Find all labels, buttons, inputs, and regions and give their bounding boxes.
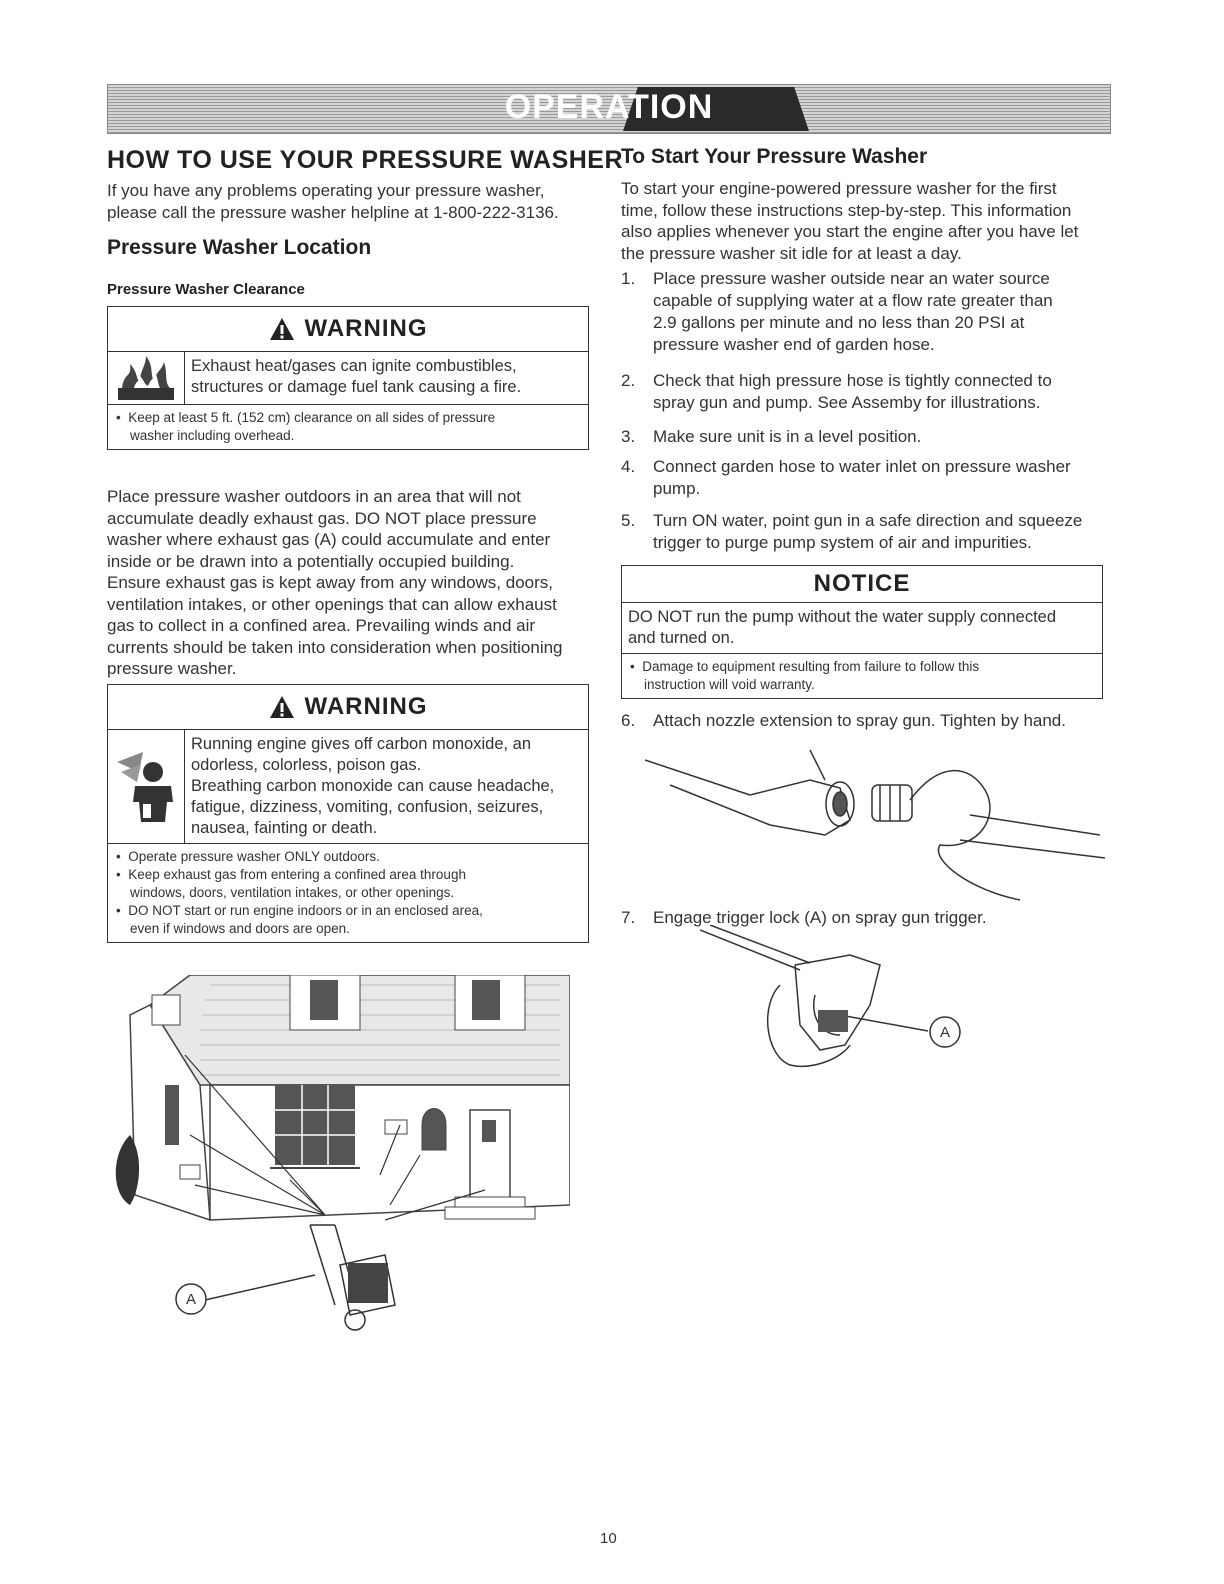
- warning-header: [108, 685, 588, 730]
- warning-bullets: [108, 844, 588, 942]
- callout-a-circle: [174, 1282, 208, 1316]
- trigger-callout-a-circle: [928, 1015, 962, 1049]
- step-number: 6.: [621, 711, 636, 730]
- warning-message-line: structures or damage fuel tank causing a fire.: [191, 378, 522, 396]
- warning-header: [108, 307, 588, 352]
- warning-box-carbon-monoxide: [107, 684, 589, 943]
- warning-message-line: Breathing carbon monoxide can cause headache,: [191, 777, 555, 795]
- warning-title: WARNING: [304, 315, 428, 342]
- paragraph-line: ventilation intakes, or other openings that can allow exhaust: [107, 594, 557, 614]
- step-number: 2.: [621, 371, 636, 390]
- bullet-line: washer including overhead.: [130, 428, 295, 443]
- bullet-line: windows, doors, ventilation intakes, or other openings.: [130, 885, 455, 900]
- fire-hazard-icon: [108, 352, 185, 404]
- paragraph-line: inside or be drawn into a potentially occupied building.: [107, 551, 515, 571]
- banner-title: OPERATION: [504, 88, 714, 126]
- trigger-lock-illustration: [700, 925, 980, 1075]
- intro-text: [107, 180, 559, 223]
- callout-a-label: A: [185, 1291, 197, 1308]
- location-heading: Pressure Washer Location: [107, 236, 372, 259]
- bullet-line: • DO NOT start or run engine indoors or in an enclosed area,: [116, 903, 483, 918]
- notice-message-line: DO NOT run the pump without the water supply connected: [628, 608, 1057, 626]
- nozzle-attachment-illustration: [640, 740, 1110, 905]
- step-number: 4.: [621, 457, 636, 476]
- warning-bullets: [108, 405, 588, 449]
- step-number: 3.: [621, 427, 636, 446]
- section-banner: [107, 84, 1111, 134]
- bullet-line: • Keep exhaust gas from entering a confined area through: [116, 867, 466, 882]
- intro-line: also applies whenever you start the engine after you have let: [621, 222, 1079, 241]
- step-item: Place pressure washer outside near an water source capable of supplying water at a flow rate greater than 2.9 gallons per minute and no less than 20 PSI at pressure washer end of garden hose.: [653, 269, 1053, 354]
- poison-gas-icon: [108, 730, 185, 843]
- bullet-line: even if windows and doors are open.: [130, 921, 350, 936]
- start-intro: [621, 178, 1078, 264]
- page-heading: HOW TO USE YOUR PRESSURE WASHER: [107, 146, 624, 174]
- step-item: Attach nozzle extension to spray gun. Tighten by hand.: [653, 711, 1066, 730]
- intro-line: To start your engine-powered pressure washer for the first: [621, 179, 1057, 198]
- intro-line: If you have any problems operating your pressure washer,: [107, 181, 545, 200]
- warning-triangle-icon: [269, 317, 295, 341]
- step-item: Make sure unit is in a level position.: [653, 427, 922, 446]
- bullet-line: • Damage to equipment resulting from failure to follow this: [630, 659, 980, 674]
- intro-line: time, follow these instructions step-by-step. This information: [621, 200, 1072, 220]
- bullet-line: • Operate pressure washer ONLY outdoors.: [116, 849, 380, 864]
- notice-box: [621, 565, 1103, 699]
- clearance-heading: Pressure Washer Clearance: [107, 281, 305, 298]
- warning-box-fire: [107, 306, 589, 450]
- paragraph-line: washer where exhaust gas (A) could accumulate and enter: [107, 530, 551, 549]
- paragraph-line: pressure washer.: [107, 659, 237, 678]
- notice-title: NOTICE: [813, 570, 911, 597]
- start-heading: To Start Your Pressure Washer: [621, 145, 928, 168]
- trigger-callout-a-label: A: [939, 1024, 951, 1041]
- intro-line: please call the pressure washer helpline at 1-800-222-3136.: [107, 202, 559, 222]
- paragraph-line: Ensure exhaust gas is kept away from any windows, doors,: [107, 573, 553, 592]
- bullet-line: • Keep at least 5 ft. (152 cm) clearance on all sides of pressure: [116, 410, 496, 425]
- step-item: Connect garden hose to water inlet on pressure washer pump.: [653, 457, 1071, 498]
- notice-message-line: and turned on.: [628, 629, 735, 647]
- bullet-line: instruction will void warranty.: [644, 677, 815, 692]
- notice-bullets: [622, 654, 1102, 698]
- step-item: Turn ON water, point gun in a safe direction and squeeze trigger to purge pump system of air and impurities.: [653, 511, 1083, 552]
- step-number: 5.: [621, 511, 636, 530]
- warning-message-line: odorless, colorless, poison gas.: [191, 756, 422, 774]
- paragraph-line: Place pressure washer outdoors in an area that will not: [107, 487, 521, 506]
- page-number: 10: [600, 1530, 617, 1547]
- paragraph-line: currents should be taken into consideration when positioning: [107, 637, 563, 657]
- step-item: Check that high pressure hose is tightly connected to spray gun and pump. See Assemby for illustrations.: [653, 371, 1052, 412]
- step-number: 7.: [621, 908, 636, 927]
- warning-message-line: fatigue, dizziness, vomiting, confusion, seizures,: [191, 798, 544, 816]
- paragraph-line: gas to collect in a confined area. Prevailing winds and air: [107, 616, 536, 635]
- location-paragraph: [107, 486, 563, 680]
- step-6: [621, 710, 1111, 734]
- warning-title: WARNING: [304, 693, 428, 720]
- step-number: 1.: [621, 269, 636, 288]
- intro-line: the pressure washer sit idle for at least a day.: [621, 243, 962, 263]
- warning-message-line: Running engine gives off carbon monoxide, an: [191, 735, 532, 753]
- warning-message-line: Exhaust heat/gases can ignite combustibles,: [191, 357, 517, 375]
- paragraph-line: accumulate deadly exhaust gas. DO NOT place pressure: [107, 508, 537, 528]
- start-steps: [621, 268, 1111, 568]
- warning-message-row: [108, 730, 588, 844]
- warning-message-line: nausea, fainting or death.: [191, 819, 378, 837]
- warning-triangle-icon: [269, 695, 295, 719]
- notice-header: [622, 566, 1102, 603]
- step-item: Engage trigger lock (A) on spray gun trigger.: [653, 908, 987, 927]
- notice-message-row: [622, 603, 1102, 654]
- warning-message-row: [108, 352, 588, 405]
